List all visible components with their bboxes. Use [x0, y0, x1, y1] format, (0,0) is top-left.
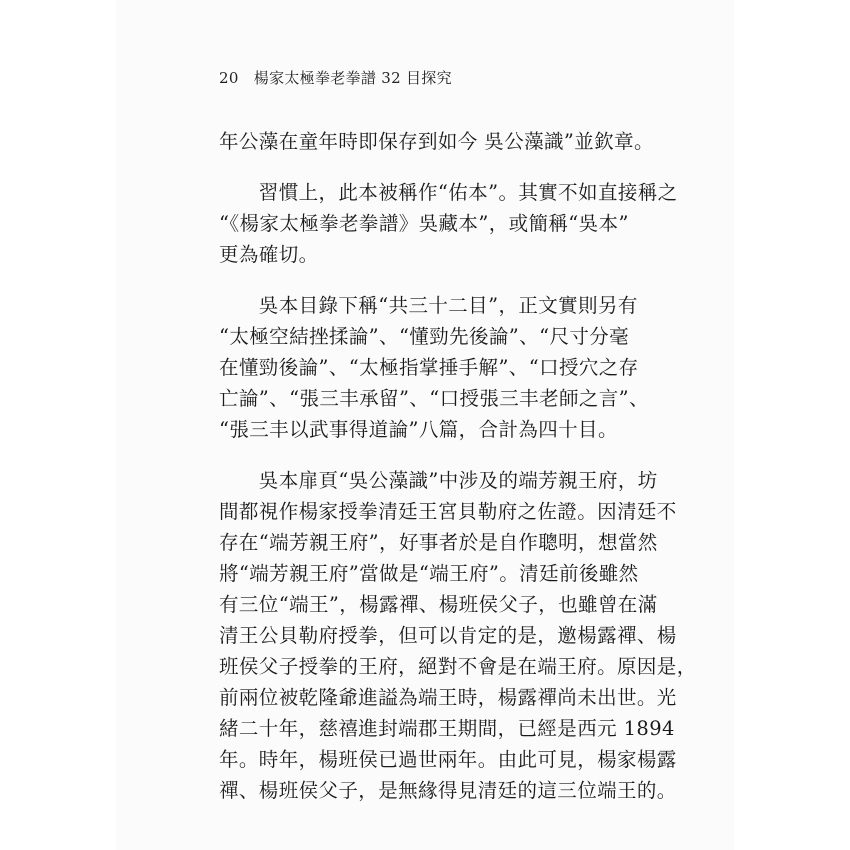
text-line: 習慣上，此本被稱作“佑本”。其實不如直接稱之: [219, 181, 678, 204]
page-number: 20: [219, 69, 239, 87]
paragraph: [219, 465, 697, 806]
text-line: “《楊家太極拳老拳譜》吳藏本”，或簡稱“吳本”: [219, 212, 629, 235]
text-line: 年。時年，楊班侯已過世兩年。由此可見，楊家楊露: [219, 748, 677, 771]
book-title: 楊家太極拳老拳譜 32 目探究: [253, 69, 452, 87]
text-line: 緒二十年，慈禧進封端郡王期間，已經是西元 1894: [219, 717, 675, 740]
paragraph: [219, 126, 654, 157]
paragraph: [219, 177, 678, 270]
text-line: 吳本目錄下稱“共三十二目”，正文實則另有: [219, 294, 638, 317]
text-line: 在懂勁後論”、“太極指掌捶手解”、“口授穴之存: [219, 356, 639, 379]
text-line: 有三位“端王”，楊露禪、楊班侯父子，也雖曾在滿: [219, 593, 658, 616]
text-line: 將“端芳親王府”當做是“端王府”。清廷前後雖然: [219, 562, 639, 585]
running-header: [219, 67, 452, 88]
body-text: [219, 126, 697, 826]
text-line: 清王公貝勒府授拳，但可以肯定的是，邀楊露禪、楊: [219, 624, 677, 647]
text-line: 班侯父子授拳的王府，絕對不會是在端王府。原因是，: [219, 655, 697, 678]
text-line: 更為確切。: [219, 243, 319, 266]
text-line: 間都視作楊家授拳清廷王宮貝勒府之佐證。因清廷不: [219, 500, 677, 523]
text-line: 吳本扉頁“吳公藻識”中涉及的端芳親王府，坊: [219, 469, 658, 492]
text-line: “張三丰以武事得道論”八篇，合計為四十目。: [219, 418, 618, 441]
text-line: 禪、楊班侯父子，是無緣得見清廷的這三位端王的。: [219, 779, 677, 802]
text-line: 存在“端芳親王府”，好事者於是自作聰明，想當然: [219, 531, 658, 554]
text-line: 年公藻在童年時即保存到如今 吳公藻識”並欽章。: [219, 130, 654, 153]
text-line: “太極空結挫揉論”、“懂勁先後論”、“尺寸分毫: [219, 325, 630, 348]
text-line: 亡論”、“張三丰承留”、“口授張三丰老師之言”、: [219, 387, 649, 410]
paragraph: [219, 290, 649, 445]
text-line: 前兩位被乾隆爺進謚為端王時，楊露禪尚未出世。光: [219, 686, 677, 709]
